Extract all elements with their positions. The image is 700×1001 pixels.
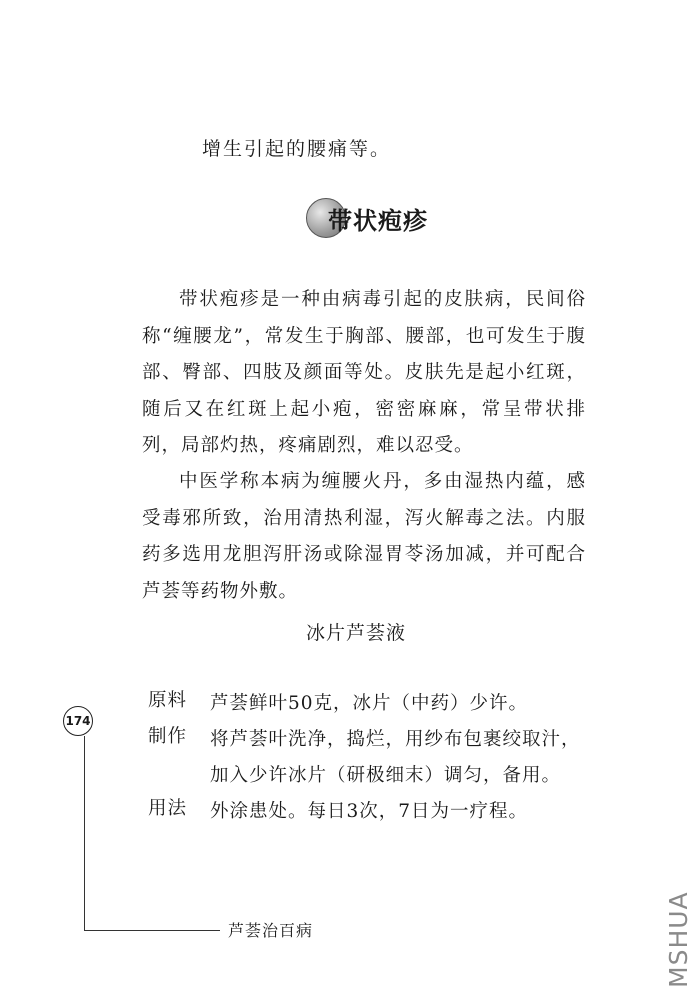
running-footer-title: 芦荟治百病 bbox=[228, 921, 314, 940]
recipe-text: 外涂患处。每日3次，7日为一疗程。 bbox=[210, 801, 529, 822]
recipe-row-usage bbox=[148, 794, 590, 830]
recipe-label: 原料 bbox=[148, 690, 188, 711]
recipe-label: 制作 bbox=[148, 726, 188, 747]
watermark: MSHUA bbox=[664, 891, 693, 988]
recipe-label: 用法 bbox=[148, 798, 188, 819]
section-title: 带状疱疹 bbox=[328, 206, 428, 235]
section-heading bbox=[306, 198, 428, 238]
carry-over-text: 增生引起的腰痛等。 bbox=[202, 138, 392, 160]
footer-divider bbox=[84, 930, 220, 931]
margin-divider bbox=[84, 736, 85, 930]
recipe-title: 冰片芦荟液 bbox=[306, 622, 407, 644]
recipe-row-preparation bbox=[148, 722, 590, 794]
paragraph-treatment: 中医学称本病为缠腰火丹，多由湿热内蕴，感受毒邪所致，治用清热利湿，泻火解毒之法。内服药多选用龙胆泻肝汤或除湿胃苓汤加减，并可配合芦荟等药物外敷。 bbox=[142, 471, 586, 602]
paragraph-description: 带状疱疹是一种由病毒引起的皮肤病，民间俗称“缠腰龙”，常发生于胸部、腰部，也可发生于腹部、臀部、四肢及颜面等处。皮肤先是起小红斑，随后又在红斑上起小疱，密密麻麻，常呈带状排列，局部灼热，疼痛剧烈，难以忍受。 bbox=[142, 289, 586, 456]
recipe-text: 将芦荟叶洗净，捣烂，用纱布包裹绞取汁，加入少许冰片（研极细末）调匀，备用。 bbox=[210, 729, 581, 786]
page-number-badge: 174 bbox=[63, 706, 93, 736]
recipe-row-ingredients bbox=[148, 686, 590, 722]
recipe-text: 芦荟鲜叶50克，冰片（中药）少许。 bbox=[210, 693, 529, 714]
